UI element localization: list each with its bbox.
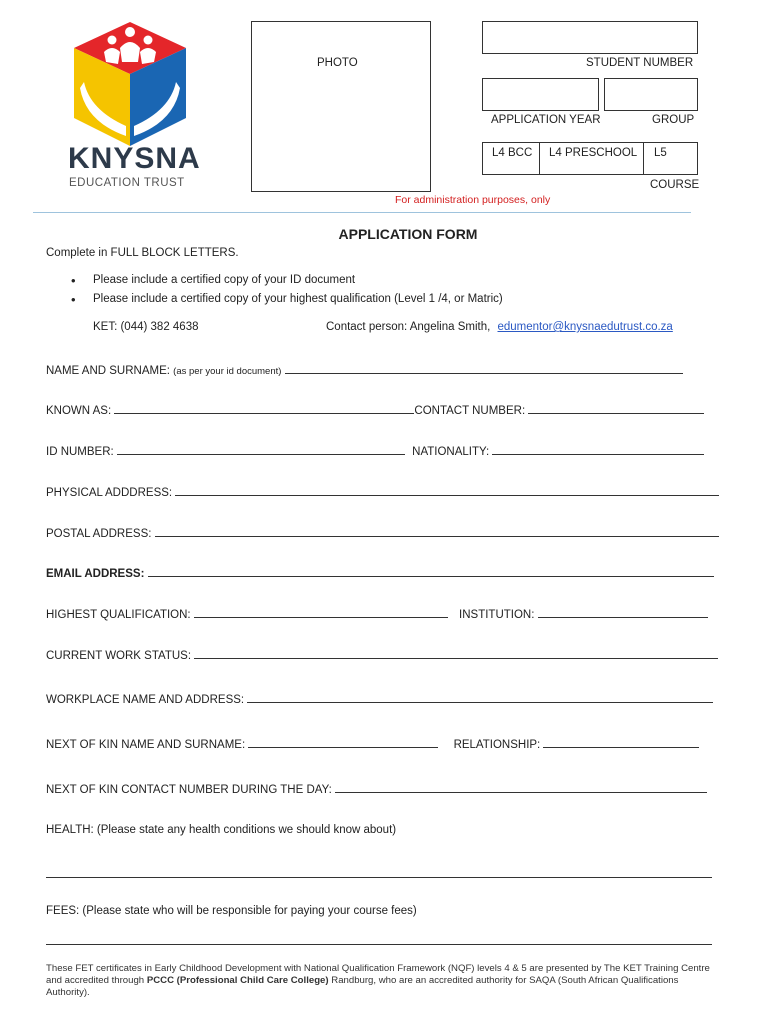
bullet-qualification: • Please include a certified copy of your highest qualification (Level 1 /4, or Matric)	[93, 293, 503, 305]
course-option-l4-bcc[interactable]	[482, 142, 540, 175]
logo	[60, 18, 200, 193]
postal-address-label: POSTAL ADDRESS:	[46, 528, 152, 540]
physical-address-input[interactable]	[175, 485, 719, 496]
contact-number-input[interactable]	[528, 403, 704, 414]
postal-address-input[interactable]	[155, 526, 719, 537]
next-of-kin-contact-row	[46, 782, 707, 796]
admin-note: For administration purposes, only	[395, 194, 551, 206]
physical-address-label: PHYSICAL ADDDRESS:	[46, 487, 173, 499]
id-number-row	[46, 444, 704, 458]
course-option-l5[interactable]	[643, 142, 698, 175]
bullet-id-document: • Please include a certified copy of your ID document	[93, 274, 355, 286]
fees-row	[46, 905, 417, 917]
id-number-label: ID NUMBER:	[46, 446, 114, 458]
group-field[interactable]	[604, 78, 698, 111]
contact-person	[326, 321, 673, 333]
relationship-label: RELATIONSHIP:	[453, 739, 541, 751]
current-work-status-input[interactable]	[194, 648, 718, 659]
name-surname-label: NAME AND SURNAME:	[46, 365, 170, 377]
nationality-label: NATIONALITY:	[412, 446, 490, 458]
health-label: HEALTH: (Please state any health conditions we should know about)	[46, 824, 397, 836]
application-year-field[interactable]	[482, 78, 599, 111]
current-work-status-label: CURRENT WORK STATUS:	[46, 650, 192, 662]
highest-qualification-row	[46, 607, 708, 621]
postal-address-row	[46, 526, 719, 540]
nationality-input[interactable]	[492, 444, 704, 455]
group-label: GROUP	[652, 114, 695, 126]
known-as-label: KNOWN AS:	[46, 405, 112, 417]
course-option-label: L5	[654, 147, 667, 159]
fees-input[interactable]	[46, 944, 712, 945]
name-surname-row	[46, 363, 683, 377]
footer-text-1: These FET certificates in Early Childhood Development with National Qualification Framework (NQF) levels 4 & 5 are presented by The KET Training Centre and accredited through	[46, 963, 710, 986]
course-option-label: L4 BCC	[492, 147, 533, 159]
knysna-logo-icon	[60, 18, 200, 153]
footer-text-2: Randburg, who are an accredited authority for SAQA (South African Qualifications Authority).	[46, 975, 679, 998]
next-of-kin-label: NEXT OF KIN NAME AND SURNAME:	[46, 739, 246, 751]
logo-subtitle: EDUCATION TRUST	[69, 177, 185, 189]
physical-address-row	[46, 485, 719, 499]
fees-label: FEES: (Please state who will be responsible for paying your course fees)	[46, 905, 417, 917]
workplace-row	[46, 692, 713, 706]
institution-label: INSTITUTION:	[459, 609, 535, 621]
next-of-kin-contact-input[interactable]	[335, 782, 707, 793]
email-address-input[interactable]	[148, 566, 714, 577]
next-of-kin-contact-label: NEXT OF KIN CONTACT NUMBER DURING THE DAY:	[46, 784, 332, 796]
header-divider	[33, 212, 691, 213]
workplace-input[interactable]	[247, 692, 713, 703]
known-as-row	[46, 403, 704, 417]
next-of-kin-input[interactable]	[248, 737, 438, 748]
email-address-label: EMAIL ADDRESS:	[46, 568, 145, 580]
highest-qualification-label: HIGHEST QUALIFICATION:	[46, 609, 191, 621]
next-of-kin-row	[46, 737, 699, 751]
application-year-label: APPLICATION YEAR	[491, 114, 601, 126]
course-label: COURSE	[650, 179, 700, 191]
current-work-status-row	[46, 648, 718, 662]
student-number-field[interactable]	[482, 21, 698, 54]
course-option-l4-preschool[interactable]	[539, 142, 644, 175]
contact-number-label: CONTACT NUMBER:	[414, 405, 526, 417]
footer-text-bold: PCCC (Professional Child Care College)	[146, 975, 329, 986]
photo-label: PHOTO	[317, 57, 358, 69]
course-option-label: L4 PRESCHOOL	[549, 147, 638, 159]
name-surname-note: (as per your id document)	[173, 366, 282, 377]
footer-note	[46, 963, 718, 999]
logo-name: KNYSNA	[68, 142, 201, 175]
contact-person-text: Contact person: Angelina Smith,	[326, 321, 491, 333]
health-input[interactable]	[46, 877, 712, 878]
name-surname-input[interactable]	[285, 363, 683, 374]
id-number-input[interactable]	[117, 444, 405, 455]
photo-box[interactable]	[251, 21, 431, 192]
institution-input[interactable]	[538, 607, 708, 618]
highest-qualification-input[interactable]	[194, 607, 448, 618]
ket-phone: KET: (044) 382 4638	[93, 321, 199, 333]
contact-email-link[interactable]: edumentor@knysnaedutrust.co.za	[497, 321, 673, 333]
workplace-label: WORKPLACE NAME AND ADDRESS:	[46, 694, 245, 706]
relationship-input[interactable]	[543, 737, 699, 748]
health-row	[46, 824, 396, 836]
email-address-row	[46, 566, 714, 580]
form-title: APPLICATION FORM	[338, 226, 478, 242]
instruction-text: Complete in FULL BLOCK LETTERS.	[46, 247, 239, 259]
student-number-label: STUDENT NUMBER	[586, 57, 694, 69]
known-as-input[interactable]	[114, 403, 414, 414]
